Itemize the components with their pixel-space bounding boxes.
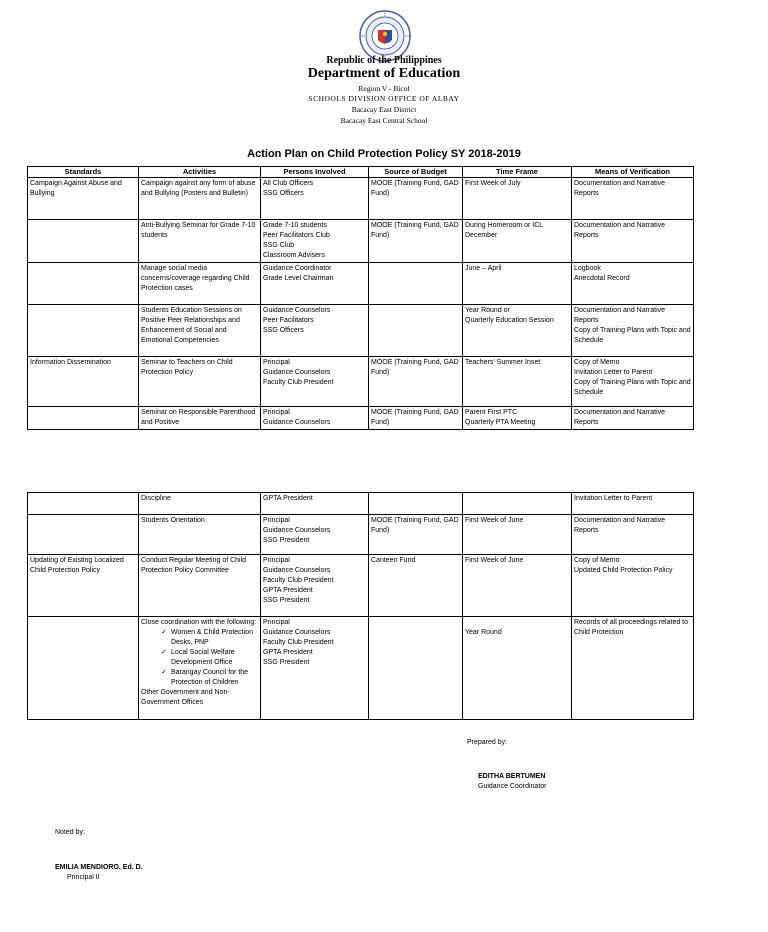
- person-item: Faculty Club President: [263, 639, 334, 646]
- time-item: First Week of July: [465, 180, 521, 187]
- time-cell: [463, 407, 572, 430]
- table-row: [28, 263, 694, 305]
- column-header: Source of Budget: [369, 167, 463, 178]
- activity-text: Manage social media concerns/coverage regarding Child Protection cases: [141, 265, 250, 292]
- person-item: Guidance Counselors: [263, 307, 331, 314]
- standard-text: Campaign Against Abuse and Bullying: [30, 180, 122, 197]
- person-item: Principal: [263, 359, 290, 366]
- person-item: Guidance Counselors: [263, 419, 331, 426]
- column-header: Standards: [28, 167, 139, 178]
- verification-item: Records of all proceedings related to Child Protection: [574, 619, 689, 636]
- budget-cell: [369, 220, 463, 263]
- persons-cell: [261, 357, 369, 407]
- budget-cell: [369, 357, 463, 407]
- table-row: [28, 305, 694, 357]
- verification-item: Copy of Training Plans with Topic and Schedule: [574, 327, 691, 344]
- time-item: First Week of June: [465, 557, 524, 564]
- verification-item: Logbook: [574, 265, 601, 272]
- time-cell: [463, 178, 572, 220]
- verification-item: Invitation Letter to Parent: [574, 369, 653, 376]
- prepared-by-title: Guidance Coordinator: [478, 783, 547, 790]
- budget-cell: [369, 617, 463, 720]
- table-body: [28, 493, 694, 617]
- person-item: Principal: [263, 619, 290, 626]
- person-item: GPTA President: [263, 587, 313, 594]
- header-department: Department of Education: [307, 66, 461, 81]
- action-plan-table: [27, 166, 694, 430]
- table-row: [28, 555, 694, 617]
- prepared-by-block: [478, 772, 547, 792]
- person-item: Classroom Advisers: [263, 252, 325, 259]
- budget-cell: [369, 178, 463, 220]
- checklist-item: ✓ Local Social Welfare Development Office: [161, 648, 258, 668]
- person-item: SSG President: [263, 659, 310, 666]
- persons-cell: [261, 178, 369, 220]
- budget-cell: [369, 407, 463, 430]
- column-header: Persons Involved: [261, 167, 369, 178]
- activity-cell: [139, 263, 261, 305]
- header-republic: Republic of the Philippines: [326, 55, 442, 66]
- persons-cell: [261, 555, 369, 617]
- verification-cell: [572, 263, 694, 305]
- verification-item: Documentation and Narrative Reports: [574, 180, 666, 197]
- activity-text: Seminar on Responsible Parenthood and Positive: [141, 409, 256, 426]
- activity-cell: [139, 617, 261, 720]
- column-header: Time Frame: [463, 167, 572, 178]
- header-division: SCHOOLS DIVISION OFFICE OF ALBAY: [308, 94, 460, 103]
- checklist-item: ✓ Barangay Council for the Protection of Children: [161, 668, 258, 688]
- budget-cell: [369, 555, 463, 617]
- person-item: GPTA President: [263, 495, 313, 502]
- person-item: Grade Level Chairman: [263, 275, 334, 282]
- standard-cell: [28, 178, 139, 220]
- persons-cell: [261, 305, 369, 357]
- person-item: Principal: [263, 517, 290, 524]
- activity-cell: [139, 357, 261, 407]
- persons-cell: [261, 220, 369, 263]
- verification-cell: [572, 407, 694, 430]
- standard-cell: [28, 493, 139, 515]
- time-cell: [463, 617, 572, 720]
- standard-cell: [28, 617, 139, 720]
- verification-item: Copy of Memo: [574, 359, 620, 366]
- time-item: During Homeroom or ICL December: [465, 222, 543, 239]
- header-region: Region V - Bicol: [358, 84, 410, 93]
- table-row: [28, 178, 694, 220]
- column-header: Activities: [139, 167, 261, 178]
- verification-cell: [572, 617, 694, 720]
- budget-cell: [369, 515, 463, 555]
- time-item: Quarterly PTA Meeting: [465, 419, 536, 426]
- budget-cell: [369, 305, 463, 357]
- verification-item: Documentation and Narrative Reports: [574, 307, 666, 324]
- time-cell: [463, 220, 572, 263]
- table-row: [28, 617, 694, 720]
- person-item: SSG President: [263, 537, 310, 544]
- time-item: Teachers’ Summer Inset: [465, 359, 541, 366]
- persons-cell: [261, 515, 369, 555]
- budget-text: Canteen Fund: [371, 557, 416, 564]
- person-item: Grade 7-10 students: [263, 222, 327, 229]
- budget-text: MOOE (Training Fund, GAD Fund): [371, 409, 459, 426]
- verification-cell: [572, 515, 694, 555]
- table-body: [28, 178, 694, 430]
- time-cell: [463, 263, 572, 305]
- action-plan-table-continued: [27, 492, 694, 720]
- standard-text: Updating of Existing Localized Child Protection Policy: [30, 557, 124, 574]
- coordination-checklist: [141, 628, 258, 688]
- prepared-by-label: Prepared by:: [467, 739, 508, 746]
- budget-text: MOOE (Training Fund, GAD Fund): [371, 517, 459, 534]
- person-item: SSG President: [263, 597, 310, 604]
- activity-cell: [139, 305, 261, 357]
- verification-item: Updated Child Protection Policy: [574, 567, 673, 574]
- person-item: SSG Officers: [263, 190, 304, 197]
- budget-cell: [369, 493, 463, 515]
- noted-by-name: EMILIA MENDIORO, Ed. D.: [55, 864, 143, 871]
- table-row: [28, 493, 694, 515]
- standard-cell: [28, 305, 139, 357]
- time-cell: [463, 555, 572, 617]
- verification-cell: [572, 305, 694, 357]
- person-item: Faculty Club President: [263, 379, 334, 386]
- table-row: [28, 220, 694, 263]
- table-row: [28, 515, 694, 555]
- time-item: Year Round: [465, 629, 502, 636]
- column-header: Means of Verification: [572, 167, 694, 178]
- checklist-item: ✓ Women & Child Protection Desks, PNP: [161, 628, 258, 648]
- time-item: Year Round or: [465, 307, 510, 314]
- verification-item: Anecdotal Record: [574, 275, 630, 282]
- activity-text: Conduct Regular Meeting of Child Protection Policy Committee: [141, 557, 247, 574]
- persons-cell: [261, 493, 369, 515]
- time-cell: [463, 515, 572, 555]
- header-school: Bacacay East Central School: [340, 116, 428, 125]
- person-item: SSG Club: [263, 242, 295, 249]
- budget-text: MOOE (Training Fund, GAD Fund): [371, 222, 459, 239]
- time-cell: [463, 493, 572, 515]
- person-item: GPTA President: [263, 649, 313, 656]
- verification-item: Documentation and Narrative Reports: [574, 409, 666, 426]
- standard-cell: [28, 555, 139, 617]
- standard-cell: [28, 515, 139, 555]
- table-row: [28, 407, 694, 430]
- verification-cell: [572, 493, 694, 515]
- standard-cell: [28, 357, 139, 407]
- verification-cell: [572, 220, 694, 263]
- budget-text: MOOE (Training Fund, GAD Fund): [371, 180, 459, 197]
- time-item: Parent First PTC: [465, 409, 518, 416]
- verification-item: Copy of Training Plans with Topic and Schedule: [574, 379, 691, 396]
- person-item: All Club Officers: [263, 180, 314, 187]
- noted-by-block: [55, 863, 143, 883]
- person-item: Guidance Counselors: [263, 567, 331, 574]
- budget-cell: [369, 263, 463, 305]
- persons-cell: [261, 263, 369, 305]
- activity-cell: [139, 220, 261, 263]
- activity-text: Students Orientation: [141, 517, 205, 524]
- activity-cell: [139, 555, 261, 617]
- activity-cell: [139, 407, 261, 430]
- time-item: Quarterly Education Session: [465, 317, 554, 324]
- verification-item: Invitation Letter to Parent: [574, 495, 653, 502]
- header-district: Bacacay East District: [351, 105, 417, 114]
- activity-cell: [139, 178, 261, 220]
- person-item: Guidance Counselors: [263, 629, 331, 636]
- verification-cell: [572, 357, 694, 407]
- person-item: Guidance Counselors: [263, 369, 331, 376]
- standard-text: Information Dissemination: [30, 359, 111, 366]
- person-item: Faculty Club President: [263, 577, 334, 584]
- table-body-coordination: [28, 617, 694, 720]
- verification-cell: [572, 178, 694, 220]
- standard-cell: [28, 407, 139, 430]
- persons-cell: [261, 617, 369, 720]
- person-item: Guidance Counselors: [263, 527, 331, 534]
- person-item: Peer Facilitators Club: [263, 232, 330, 239]
- activity-text: Discipline: [141, 495, 171, 502]
- person-item: SSG Officers: [263, 327, 304, 334]
- document-title: Action Plan on Child Protection Policy SY 2018-2019: [247, 148, 521, 160]
- time-cell: [463, 357, 572, 407]
- verification-item: Documentation and Narrative Reports: [574, 517, 666, 534]
- person-item: Peer Facilitators: [263, 317, 314, 324]
- activity-text: Other Government and Non-Government Offices: [141, 689, 230, 706]
- person-item: Principal: [263, 409, 290, 416]
- time-item: First Week of June: [465, 517, 524, 524]
- activity-text: Campaign against any form of abuse and Bullying (Posters and Bulletin): [141, 180, 256, 197]
- activity-cell: [139, 493, 261, 515]
- table-row: [28, 357, 694, 407]
- time-item: June – April: [465, 265, 502, 272]
- standard-cell: [28, 263, 139, 305]
- activity-cell: [139, 515, 261, 555]
- noted-by-title: Principal II: [67, 874, 100, 881]
- budget-text: MOOE (Training Fund, GAD Fund): [371, 359, 459, 376]
- prepared-by-name: EDITHA BERTUMEN: [478, 773, 546, 780]
- verification-item: Documentation and Narrative Reports: [574, 222, 666, 239]
- verification-cell: [572, 555, 694, 617]
- activity-text: Students Education Sessions on Positive Peer Relationships and Enhancement of Social and Emotional Competencies: [141, 307, 242, 344]
- persons-cell: [261, 407, 369, 430]
- person-item: Guidance Coordinator: [263, 265, 332, 272]
- standard-cell: [28, 220, 139, 263]
- time-cell: [463, 305, 572, 357]
- activity-text: Close coordination with the following:: [141, 619, 257, 626]
- activity-text: Seminar to Teachers on Child Protection Policy: [141, 359, 233, 376]
- noted-by-label: Noted by:: [55, 829, 85, 836]
- activity-text: Anti-Bullying Seminar for Grade 7-10 students: [141, 222, 256, 239]
- verification-item: Copy of Memo: [574, 557, 620, 564]
- table-header-row: [28, 167, 694, 178]
- person-item: Principal: [263, 557, 290, 564]
